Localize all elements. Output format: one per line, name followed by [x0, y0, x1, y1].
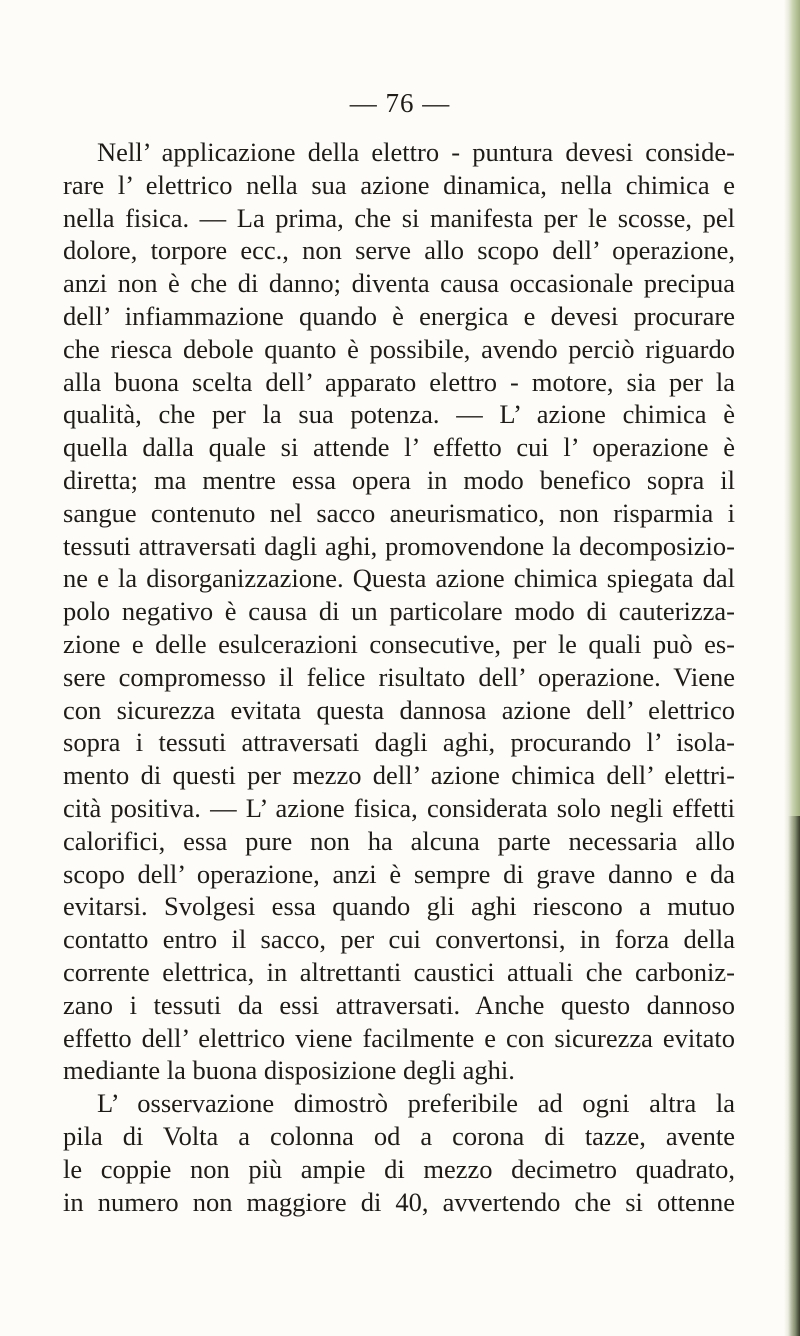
text-line: ne e la disorganizzazione. Questa azione chimica spiegata dal: [63, 563, 735, 594]
text-line: alla buona scelta dell’ apparato elettro - motore, sia per la: [63, 366, 735, 397]
text-line: dell’ infiammazione quando è energica e devesi procurare: [63, 300, 735, 331]
text-line: sopra i tessuti attraversati dagli aghi, procurando l’ isola-: [63, 727, 735, 758]
text-line: mediante la buona disposizione degli aghi.: [63, 1055, 515, 1086]
text-line: mento di questi per mezzo dell’ azione chimica dell’ elettri-: [63, 760, 735, 791]
text-line: scopo dell’ operazione, anzi è sempre di grave danno e da: [63, 858, 735, 889]
text-line: che riesca debole quanto è possibile, avendo perciò riguardo: [63, 333, 735, 364]
text-line: Nell’ applicazione della elettro - puntura devesi conside-: [97, 137, 735, 167]
text-line: le coppie non più ampie di mezzo decimetro quadrato,: [63, 1153, 735, 1184]
page-number: — 76 —: [349, 88, 451, 118]
text-line: calorifici, essa pure non ha alcuna parte necessaria allo: [63, 825, 735, 856]
text-line: pila di Volta a colonna od a corona di tazze, avente: [63, 1120, 735, 1151]
text-line: quella dalla quale si attende l’ effetto cui l’ operazione è: [63, 432, 735, 463]
text-line: effetto dell’ elettrico viene facilmente e con sicurezza evitato: [63, 1022, 735, 1053]
text-line: qualità, che per la sua potenza. — L’ azione chimica è: [63, 399, 735, 430]
text-line: corrente elettrica, in altrettanti caustici attuali che carboniz-: [63, 956, 735, 987]
text-line: zano i tessuti da essi attraversati. Anche questo dannoso: [63, 989, 735, 1020]
text-line: con sicurezza evitata questa dannosa azione dell’ elettrico: [63, 694, 735, 725]
text-line: cità positiva. — L’ azione fisica, considerata solo negli effetti: [63, 792, 735, 823]
text-line: zione e delle esulcerazioni consecutive, per le quali può es-: [63, 628, 735, 659]
text-line: dolore, torpore ecc., non serve allo scopo dell’ operazione,: [63, 235, 735, 266]
body-text: [63, 136, 735, 1218]
text-line: anzi non è che di danno; diventa causa occasionale precipua: [63, 268, 735, 299]
text-line: diretta; ma mentre essa opera in modo benefico sopra il: [63, 464, 735, 495]
text-line: polo negativo è causa di un particolare modo di cauterizza-: [63, 596, 735, 627]
text-line: L’ osservazione dimostrò preferibile ad ogni altra la: [97, 1088, 735, 1119]
text-line: tessuti attraversati dagli aghi, promovendone la decomposizio-: [63, 530, 735, 561]
text-line: contatto entro il sacco, per cui convertonsi, in forza della: [63, 924, 735, 955]
text-line: rare l’ elettrico nella sua azione dinamica, nella chimica e: [63, 169, 735, 200]
page-edge-shadow: [788, 816, 800, 1336]
text-line: sangue contenuto nel sacco aneurismatico, non risparmia i: [63, 497, 735, 528]
text-line: evitarsi. Svolgesi essa quando gli aghi riescono a mutuo: [63, 891, 735, 922]
text-line: sere compromesso il felice risultato dell’ operazione. Viene: [63, 661, 735, 692]
text-line: in numero non maggiore di 40, avvertendo che si ottenne: [63, 1186, 735, 1217]
text-line: nella fisica. — La prima, che si manifesta per le scosse, pel: [63, 202, 735, 233]
